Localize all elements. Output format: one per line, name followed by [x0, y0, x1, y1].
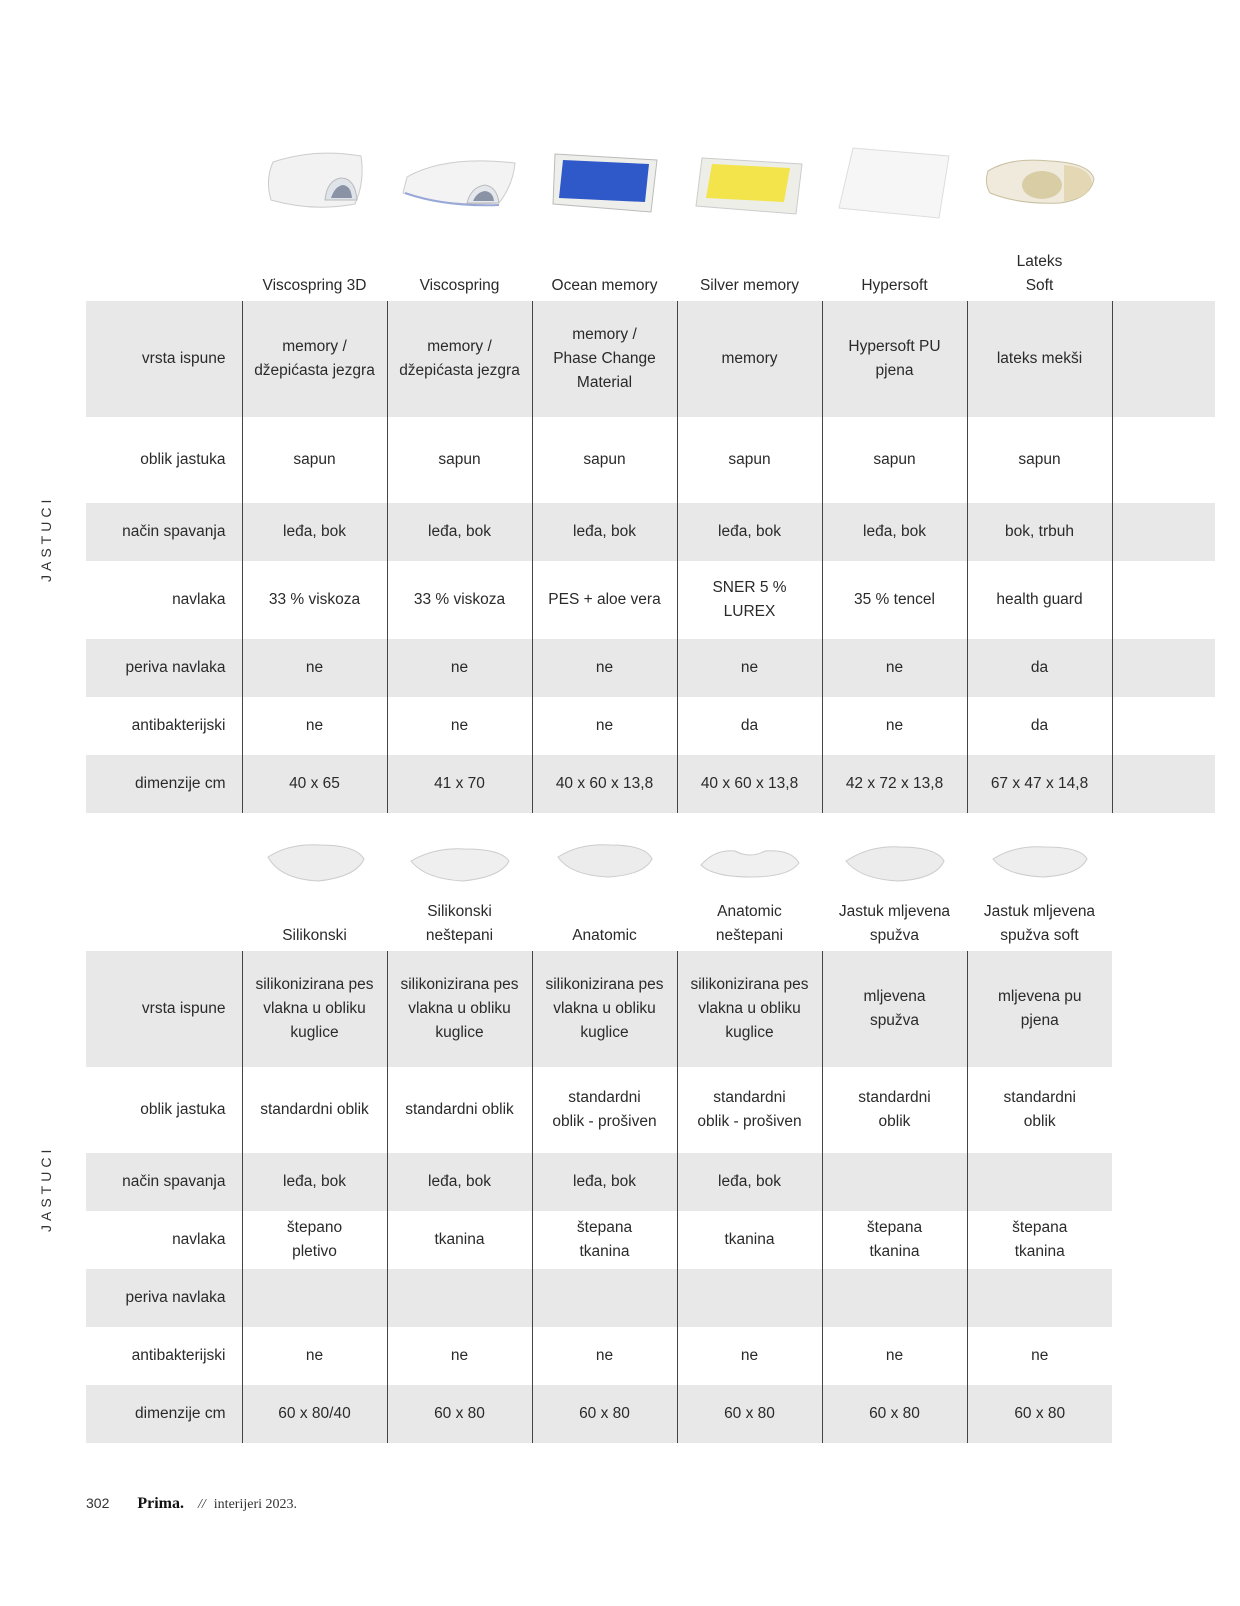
spec-row [86, 639, 1215, 697]
page-number: 302 [86, 1495, 110, 1511]
spec-value: 67 x 47 x 14,8 [967, 755, 1112, 813]
soft-pillow-image [822, 834, 967, 890]
product-name: Lateks Soft [1016, 253, 1063, 294]
spec-label: navlaka [172, 591, 226, 608]
spec-value: leđa, bok [677, 1153, 822, 1211]
spec-label: oblik jastuka [140, 451, 226, 468]
spec-value: ne [822, 697, 967, 755]
product-name: Hypersoft [861, 277, 928, 294]
memory-pillow-cutaway-image [242, 138, 387, 226]
spec-value: štepano pletivo [242, 1211, 387, 1269]
spec-value: tkanina [677, 1211, 822, 1269]
spec-row [86, 1153, 1112, 1211]
spec-value: bok, trbuh [967, 503, 1112, 561]
spec-value: standardni oblik - prošiven [677, 1067, 822, 1153]
spec-label: dimenzije cm [86, 755, 242, 813]
spec-value: ne [387, 1327, 532, 1385]
spec-value: standardni oblik [822, 1067, 967, 1153]
spec-value: leđa, bok [242, 1153, 387, 1211]
spec-value: memory [677, 301, 822, 417]
spec-label: antibakterijski [131, 1347, 226, 1364]
spec-row [86, 1211, 1112, 1269]
spec-value: ne [532, 1327, 677, 1385]
white-foam-pillow-image [822, 138, 967, 226]
spec-value: 60 x 80 [677, 1385, 822, 1443]
spec-value: 33 % viskoza [387, 561, 532, 639]
spec-value: leđa, bok [822, 503, 967, 561]
spec-value [242, 1269, 387, 1327]
spec-value: health guard [967, 561, 1112, 639]
product-name: Ocean memory [551, 277, 658, 294]
spec-value: SNER 5 % LUREX [677, 561, 822, 639]
spec-value: ne [532, 697, 677, 755]
spec-row [86, 301, 1215, 417]
product-name: Anatomic [572, 927, 637, 944]
yellow-gel-pillow-image [677, 138, 822, 226]
spec-value: sapun [242, 417, 387, 503]
page-footer [86, 1495, 297, 1513]
soft-pillow-image [967, 834, 1112, 890]
section2-product-images [242, 834, 1112, 890]
spec-spacer [1112, 755, 1215, 813]
spec-value: silikonizirana pes vlakna u obliku kuglice [242, 951, 387, 1067]
spec-value: ne [242, 1327, 387, 1385]
spec-value: 60 x 80 [967, 1385, 1112, 1443]
spec-label: vrsta ispune [86, 301, 242, 417]
spec-value: 60 x 80 [532, 1385, 677, 1443]
section2-spec-table [86, 951, 1112, 1443]
spec-spacer [1112, 301, 1215, 417]
spec-value [677, 1269, 822, 1327]
spec-value: 33 % viskoza [242, 561, 387, 639]
spec-value [967, 1153, 1112, 1211]
spec-value: ne [677, 639, 822, 697]
spec-value [967, 1269, 1112, 1327]
spec-value: 60 x 80 [387, 1385, 532, 1443]
spec-value: da [967, 639, 1112, 697]
spec-value: leđa, bok [387, 503, 532, 561]
spec-spacer [1112, 639, 1215, 697]
spec-value: 41 x 70 [387, 755, 532, 813]
spec-value: štepana tkanina [967, 1211, 1112, 1269]
spec-value: memory / Phase Change Material [532, 301, 677, 417]
spec-value: ne [822, 1327, 967, 1385]
spec-value [822, 1153, 967, 1211]
spec-value: sapun [387, 417, 532, 503]
magazine-brand: Prima. [137, 1495, 185, 1512]
spec-value: tkanina [387, 1211, 532, 1269]
spec-value: sapun [677, 417, 822, 503]
spec-value: ne [242, 639, 387, 697]
spec-value: ne [822, 639, 967, 697]
spec-label: navlaka [172, 1231, 226, 1248]
spec-value: sapun [532, 417, 677, 503]
soft-pillow-image [242, 834, 387, 890]
spec-row [86, 1269, 1112, 1327]
spec-value: memory / džepićasta jezgra [242, 301, 387, 417]
product-name: Anatomic neštepani [715, 903, 784, 944]
memory-pillow-cutaway-image [387, 138, 532, 226]
spec-value: memory / džepićasta jezgra [387, 301, 532, 417]
spec-row [86, 697, 1215, 755]
spec-value: standardni oblik - prošiven [532, 1067, 677, 1153]
spec-row [86, 561, 1215, 639]
blue-gel-pillow-image [532, 138, 677, 226]
spec-value [387, 1269, 532, 1327]
spec-value: 40 x 65 [242, 755, 387, 813]
spec-value: da [967, 697, 1112, 755]
spec-value: da [677, 697, 822, 755]
spec-label: periva navlaka [86, 639, 242, 697]
spec-value: leđa, bok [532, 503, 677, 561]
spec-value: lateks mekši [967, 301, 1112, 417]
spec-value: 42 x 72 x 13,8 [822, 755, 967, 813]
spec-label: način spavanja [86, 1153, 242, 1211]
spec-value: štepana tkanina [532, 1211, 677, 1269]
spec-value: ne [387, 639, 532, 697]
spec-value: 35 % tencel [822, 561, 967, 639]
latex-pillow-image [967, 138, 1112, 226]
spec-label: vrsta ispune [86, 951, 242, 1067]
edition-label: interijeri 2023. [213, 1497, 297, 1512]
spec-value: leđa, bok [242, 503, 387, 561]
spec-label: antibakterijski [131, 717, 226, 734]
section2-side-label: JASTUCI [38, 1145, 54, 1232]
spec-value: štepana tkanina [822, 1211, 967, 1269]
spec-label: oblik jastuka [140, 1101, 226, 1118]
section1-product-images [242, 138, 1112, 226]
anatomic-pillow-image [677, 834, 822, 890]
spec-row [86, 755, 1215, 813]
footer-separator: // [198, 1497, 206, 1512]
spec-value: mljevena spužva [822, 951, 967, 1067]
spec-value: leđa, bok [677, 503, 822, 561]
spec-value [532, 1269, 677, 1327]
spec-value: sapun [822, 417, 967, 503]
spec-row [86, 951, 1112, 1067]
spec-value: Hypersoft PU pjena [822, 301, 967, 417]
spec-row [86, 1067, 1112, 1153]
spec-value: ne [677, 1327, 822, 1385]
spec-value: 40 x 60 x 13,8 [532, 755, 677, 813]
spec-value: ne [242, 697, 387, 755]
product-name: Silikonski [282, 927, 347, 944]
section1-product-names [242, 246, 1112, 298]
spec-row [86, 417, 1215, 503]
spec-label: način spavanja [86, 503, 242, 561]
spec-row [86, 1327, 1112, 1385]
spec-value: ne [532, 639, 677, 697]
spec-value: 40 x 60 x 13,8 [677, 755, 822, 813]
section1-side-label: JASTUCI [38, 495, 54, 582]
spec-value: standardni oblik [967, 1067, 1112, 1153]
product-name: Viscospring 3D [262, 277, 367, 294]
spec-value: leđa, bok [387, 1153, 532, 1211]
spec-value [822, 1269, 967, 1327]
product-name: Jastuk mljevena spužva [838, 903, 951, 944]
soft-pillow-image [532, 834, 677, 890]
spec-spacer [1112, 561, 1215, 639]
section2-product-names [242, 896, 1112, 948]
spec-row [86, 1385, 1112, 1443]
spec-value: mljevena pu pjena [967, 951, 1112, 1067]
spec-spacer [1112, 503, 1215, 561]
spec-spacer [1112, 417, 1215, 503]
spec-value: 60 x 80/40 [242, 1385, 387, 1443]
spec-value: standardni oblik [387, 1067, 532, 1153]
spec-value: standardni oblik [242, 1067, 387, 1153]
spec-value: sapun [967, 417, 1112, 503]
product-name: Jastuk mljevena spužva soft [983, 903, 1096, 944]
spec-value: leđa, bok [532, 1153, 677, 1211]
spec-value: ne [387, 697, 532, 755]
spec-value: silikonizirana pes vlakna u obliku kuglice [677, 951, 822, 1067]
spec-value: PES + aloe vera [532, 561, 677, 639]
spec-row [86, 503, 1215, 561]
product-name: Viscospring [419, 277, 500, 294]
section1-spec-table [86, 301, 1215, 813]
spec-value: silikonizirana pes vlakna u obliku kuglice [532, 951, 677, 1067]
soft-pillow-image [387, 834, 532, 890]
spec-label: periva navlaka [86, 1269, 242, 1327]
spec-spacer [1112, 697, 1215, 755]
spec-value: 60 x 80 [822, 1385, 967, 1443]
spec-value: ne [967, 1327, 1112, 1385]
spec-label: dimenzije cm [86, 1385, 242, 1443]
product-name: Silikonski neštepani [425, 903, 494, 944]
spec-value: silikonizirana pes vlakna u obliku kuglice [387, 951, 532, 1067]
product-name: Silver memory [699, 277, 800, 294]
